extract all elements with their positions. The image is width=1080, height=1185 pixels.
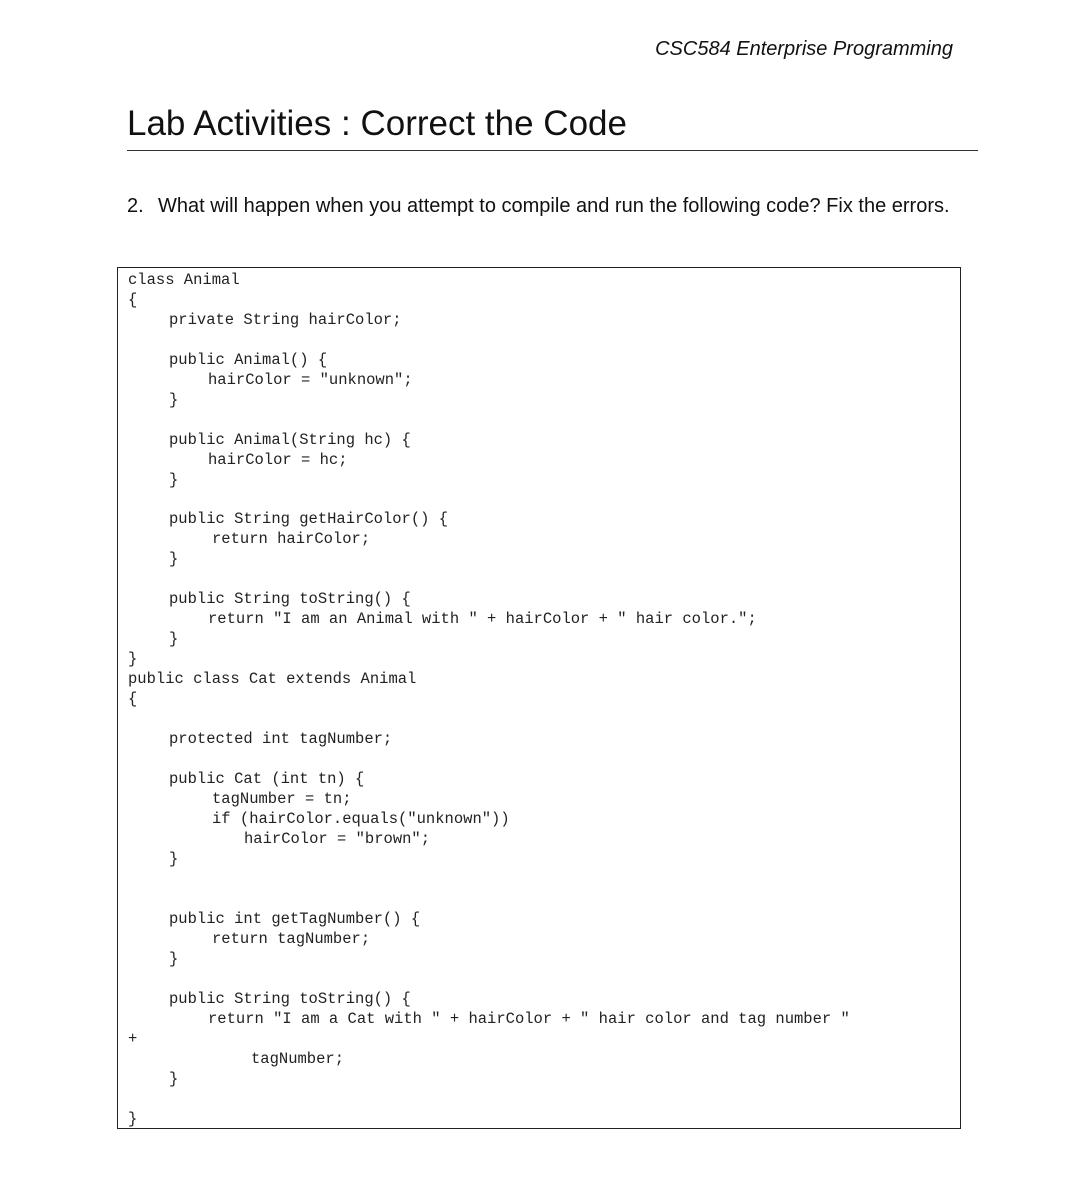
code-line: public String toString() { <box>169 590 411 608</box>
code-line: public Cat (int tn) { <box>169 770 365 788</box>
code-line: return hairColor; <box>212 530 371 548</box>
question-item <box>127 194 957 219</box>
code-line: } <box>128 1110 138 1128</box>
code-line: return "I am a Cat with " + hairColor + " hair color and tag number " <box>208 1010 850 1028</box>
course-header: CSC584 Enterprise Programming <box>655 38 953 60</box>
code-line: } <box>169 550 179 568</box>
code-line: } <box>169 391 179 409</box>
code-line: public Animal(String hc) { <box>169 431 411 449</box>
code-line: hairColor = "unknown"; <box>208 371 413 389</box>
code-line: protected int tagNumber; <box>169 730 393 748</box>
code-line: { <box>128 690 138 708</box>
question-text: What will happen when you attempt to compile and run the following code? Fix the errors. <box>158 195 950 217</box>
code-line: return "I am an Animal with " + hairColor + " hair color."; <box>208 610 757 628</box>
code-line: } <box>128 650 138 668</box>
code-line: } <box>169 1070 179 1088</box>
code-line: public String toString() { <box>169 990 411 1008</box>
code-line: hairColor = "brown"; <box>244 830 431 848</box>
code-line: { <box>128 291 138 309</box>
question-number: 2. <box>127 195 144 217</box>
code-line: public Animal() { <box>169 351 328 369</box>
code-block <box>117 267 961 1129</box>
code-line: hairColor = hc; <box>208 451 348 469</box>
code-line: + <box>128 1030 138 1048</box>
code-line: if (hairColor.equals("unknown")) <box>212 810 510 828</box>
code-line: private String hairColor; <box>169 311 402 329</box>
code-line: tagNumber; <box>251 1050 345 1068</box>
code-line: public String getHairColor() { <box>169 510 449 528</box>
code-line: } <box>169 471 179 489</box>
code-line: } <box>169 850 179 868</box>
code-line: } <box>169 950 179 968</box>
code-line: public int getTagNumber() { <box>169 910 421 928</box>
page-title: Lab Activities : Correct the Code <box>127 102 978 151</box>
code-line: class Animal <box>128 271 240 289</box>
code-line: } <box>169 630 179 648</box>
code-line: return tagNumber; <box>212 930 371 948</box>
code-line: tagNumber = tn; <box>212 790 352 808</box>
code-line: public class Cat extends Animal <box>128 670 417 688</box>
